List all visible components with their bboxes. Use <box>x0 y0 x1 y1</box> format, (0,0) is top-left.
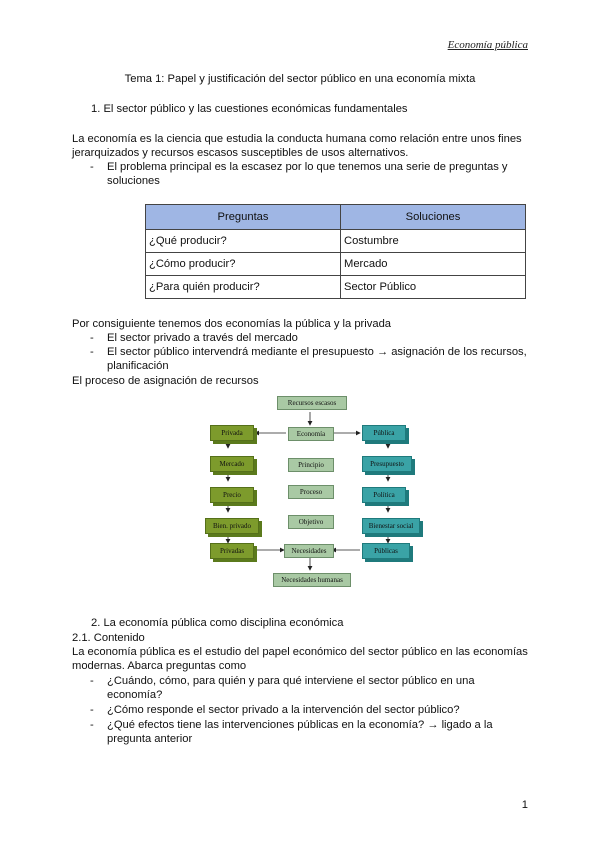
running-header: Economía pública <box>447 39 528 51</box>
table-cell: ¿Para quién producir? <box>146 276 341 299</box>
questions-table <box>145 204 526 299</box>
node-public-needs: Públicas <box>362 543 410 559</box>
table-cell: ¿Qué producir? <box>146 230 341 253</box>
bullet-dash: - <box>90 719 94 731</box>
bullet-problem <box>90 160 530 188</box>
page-title: Tema 1: Papel y justificación del sector público en una economía mixta <box>124 73 476 85</box>
section-2-heading: 2. La economía pública como disciplina económica <box>91 617 344 629</box>
bullet-private-sector <box>90 331 530 345</box>
node-private-good: Bien. privado <box>205 518 259 534</box>
section-1-heading: 1. El sector público y las cuestiones económicas fundamentales <box>91 103 408 115</box>
node-private-needs: Privadas <box>210 543 254 559</box>
node-policy: Política <box>362 487 406 503</box>
table-header-questions: Preguntas <box>146 205 341 230</box>
node-economy: Economía <box>288 427 334 441</box>
table-row <box>146 230 526 253</box>
subsection-heading: 2.1. Contenido <box>72 632 145 644</box>
question-item <box>90 703 530 717</box>
table-cell: Costumbre <box>341 230 526 253</box>
bullet-dash: - <box>90 161 94 173</box>
bullet-dash: - <box>90 704 94 716</box>
table-cell: ¿Cómo producir? <box>146 253 341 276</box>
node-needs: Necesidades <box>284 544 334 558</box>
node-principle: Principio <box>288 458 334 472</box>
node-process: Proceso <box>288 485 334 499</box>
bullet-private-text: El sector privado a través del mercado <box>107 332 298 344</box>
node-private: Privada <box>210 425 254 441</box>
question-item <box>90 718 530 746</box>
question-text: ¿Cuándo, cómo, para quién y para qué interviene el sector público en una economía? <box>107 675 475 701</box>
node-price: Precio <box>210 487 254 503</box>
section-2-paragraph: La economía pública es el estudio del papel económico del sector público en las economías modernas. Abarca preguntas como <box>72 646 528 672</box>
node-market: Mercado <box>210 456 254 472</box>
resource-allocation-diagram <box>200 392 422 592</box>
question-text: ¿Qué efectos tiene las intervenciones públicas en la economía? → ligado a la pregunta anterior <box>107 719 493 745</box>
question-text: ¿Cómo responde el sector privado a la intervención del sector público? <box>107 704 460 716</box>
table-header-solutions: Soluciones <box>341 205 526 230</box>
bullet-public-sector <box>90 345 530 373</box>
node-public: Pública <box>362 425 406 441</box>
intro-paragraph: La economía es la ciencia que estudia la conducta humana como relación entre unos fines jerarquizados y recursos escasos susceptibles de usos alternativos. <box>72 133 522 159</box>
table-cell: Mercado <box>341 253 526 276</box>
node-objective: Objetivo <box>288 515 334 529</box>
table-row <box>146 276 526 299</box>
bullet-public-text: El sector público intervendrá mediante el presupuesto → asignación de los recursos, planificación <box>107 346 527 372</box>
node-human-needs: Necesidades humanas <box>273 573 351 587</box>
node-social-welfare: Bienestar social <box>362 518 420 534</box>
process-title: El proceso de asignación de recursos <box>72 375 259 387</box>
bullet-problem-text: El problema principal es la escasez por lo que tenemos una serie de preguntas y soluciones <box>107 161 508 187</box>
bullet-dash: - <box>90 332 94 344</box>
consequence-paragraph: Por consiguiente tenemos dos economías la pública y la privada <box>72 318 392 330</box>
node-scarce-resources: Recursos escasos <box>277 396 347 410</box>
question-item <box>90 674 530 702</box>
table-header-row <box>146 205 526 230</box>
bullet-dash: - <box>90 675 94 687</box>
table-row <box>146 253 526 276</box>
table-cell: Sector Público <box>341 276 526 299</box>
bullet-dash: - <box>90 346 94 358</box>
page-number: 1 <box>521 799 528 811</box>
node-budget: Presupuesto <box>362 456 412 472</box>
